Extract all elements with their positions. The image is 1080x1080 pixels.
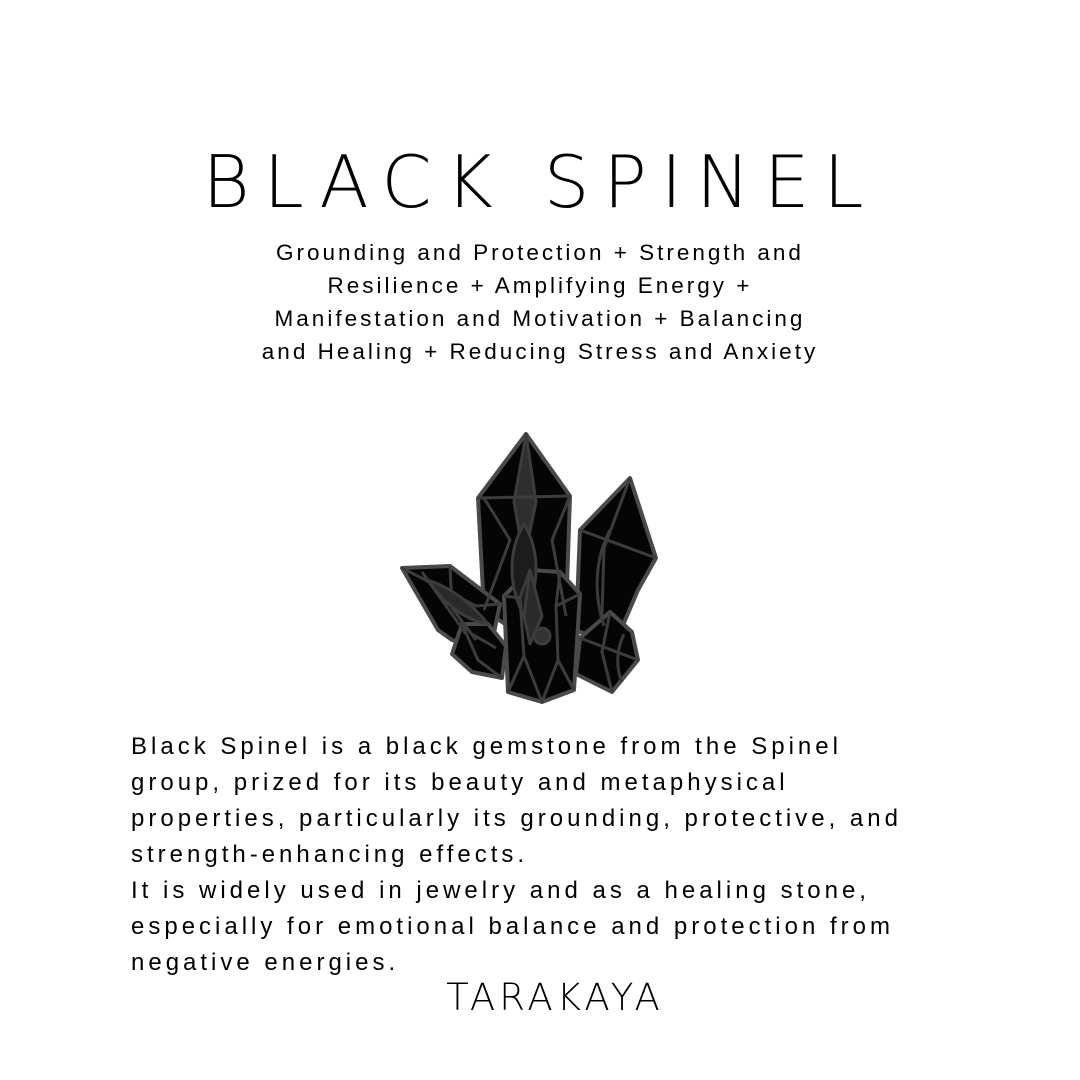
subtitle-line: Resilience + Amplifying Energy +	[327, 273, 753, 298]
description-line: negative energies.	[131, 949, 400, 976]
crystal-small-left	[452, 624, 506, 678]
black-crystal-cluster-icon	[380, 420, 680, 720]
subtitle-line: and Healing + Reducing Stress and Anxiety	[261, 339, 819, 364]
description-line: Black Spinel is a black gemstone from the Spinel	[131, 733, 842, 760]
subtitle-line: Manifestation and Motivation + Balancing	[274, 306, 806, 331]
description-line: It is widely used in jewelry and as a healing stone,	[131, 877, 870, 904]
description-text	[131, 729, 1011, 981]
subtitle-line: Grounding and Protection + Strength and	[276, 240, 804, 265]
description-line: group, prized for its beauty and metaphysical	[131, 769, 789, 796]
brand-name: TARAKAYA	[446, 976, 664, 1019]
properties-subtitle	[0, 236, 1080, 368]
page-title: BLACK SPINEL	[202, 140, 878, 224]
description-line: especially for emotional balance and protection from	[131, 913, 894, 940]
description-line: properties, particularly its grounding, protective, and	[131, 805, 902, 832]
description-line: strength-enhancing effects.	[131, 841, 529, 868]
